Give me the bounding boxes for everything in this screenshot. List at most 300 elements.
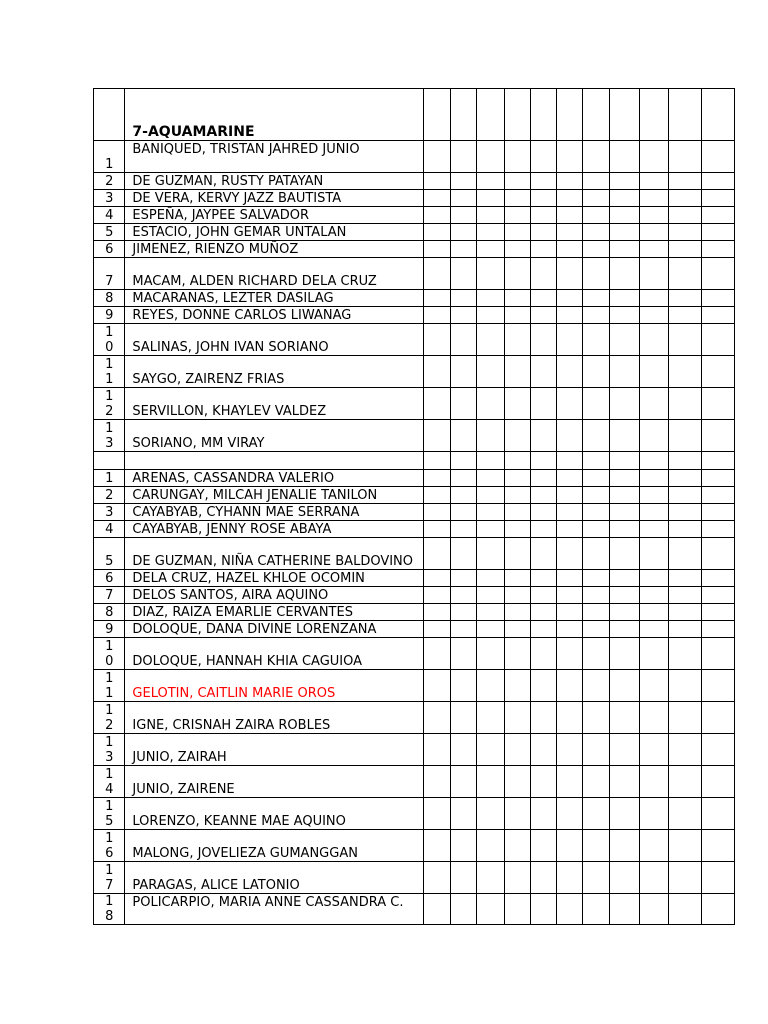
check-box-cell[interactable] <box>639 621 668 638</box>
check-box-cell[interactable] <box>504 224 530 241</box>
check-box-cell[interactable] <box>477 388 504 420</box>
check-box-cell[interactable] <box>530 324 556 356</box>
check-box-cell[interactable] <box>668 258 702 290</box>
check-box-cell[interactable] <box>423 504 450 521</box>
check-box-cell[interactable] <box>530 734 556 766</box>
check-box-cell[interactable] <box>702 290 735 307</box>
check-box-cell[interactable] <box>639 173 668 190</box>
check-box-cell[interactable] <box>530 638 556 670</box>
check-box-cell[interactable] <box>504 173 530 190</box>
check-box-cell[interactable] <box>530 798 556 830</box>
check-box-cell[interactable] <box>423 862 450 894</box>
check-box-cell[interactable] <box>477 702 504 734</box>
check-box-cell[interactable] <box>451 766 477 798</box>
check-box-cell[interactable] <box>477 258 504 290</box>
check-box-cell[interactable] <box>702 538 735 570</box>
check-box-cell[interactable] <box>423 521 450 538</box>
check-box-cell[interactable] <box>610 141 639 173</box>
check-box-cell[interactable] <box>556 241 582 258</box>
check-box-cell[interactable] <box>504 324 530 356</box>
check-box-cell[interactable] <box>610 224 639 241</box>
check-box-cell[interactable] <box>423 830 450 862</box>
check-box-cell[interactable] <box>702 587 735 604</box>
check-box-cell[interactable] <box>477 241 504 258</box>
check-box-cell[interactable] <box>423 420 450 452</box>
check-box-cell[interactable] <box>530 307 556 324</box>
check-box-cell[interactable] <box>423 538 450 570</box>
check-box-cell[interactable] <box>504 504 530 521</box>
check-box-cell[interactable] <box>702 89 735 141</box>
check-box-cell[interactable] <box>583 570 610 587</box>
check-box-cell[interactable] <box>639 420 668 452</box>
check-box-cell[interactable] <box>668 307 702 324</box>
check-box-cell[interactable] <box>504 570 530 587</box>
check-box-cell[interactable] <box>556 324 582 356</box>
check-box-cell[interactable] <box>477 173 504 190</box>
check-box-cell[interactable] <box>668 190 702 207</box>
check-box-cell[interactable] <box>423 173 450 190</box>
check-box-cell[interactable] <box>530 504 556 521</box>
check-box-cell[interactable] <box>668 734 702 766</box>
check-box-cell[interactable] <box>451 290 477 307</box>
check-box-cell[interactable] <box>504 290 530 307</box>
check-box-cell[interactable] <box>556 587 582 604</box>
check-box-cell[interactable] <box>668 538 702 570</box>
check-box-cell[interactable] <box>423 798 450 830</box>
check-box-cell[interactable] <box>668 570 702 587</box>
check-box-cell[interactable] <box>668 638 702 670</box>
check-box-cell[interactable] <box>702 570 735 587</box>
check-box-cell[interactable] <box>583 670 610 702</box>
check-box-cell[interactable] <box>668 487 702 504</box>
check-box-cell[interactable] <box>702 862 735 894</box>
check-box-cell[interactable] <box>639 290 668 307</box>
check-box-cell[interactable] <box>702 420 735 452</box>
check-box-cell[interactable] <box>668 894 702 925</box>
check-box-cell[interactable] <box>530 670 556 702</box>
check-box-cell[interactable] <box>556 621 582 638</box>
check-box-cell[interactable] <box>610 587 639 604</box>
check-box-cell[interactable] <box>668 173 702 190</box>
check-box-cell[interactable] <box>530 470 556 487</box>
check-box-cell[interactable] <box>610 862 639 894</box>
check-box-cell[interactable] <box>423 470 450 487</box>
check-box-cell[interactable] <box>423 388 450 420</box>
check-box-cell[interactable] <box>530 830 556 862</box>
check-box-cell[interactable] <box>702 324 735 356</box>
check-box-cell[interactable] <box>668 89 702 141</box>
check-box-cell[interactable] <box>556 141 582 173</box>
check-box-cell[interactable] <box>556 290 582 307</box>
check-box-cell[interactable] <box>451 862 477 894</box>
check-box-cell[interactable] <box>610 452 639 470</box>
check-box-cell[interactable] <box>583 388 610 420</box>
check-box-cell[interactable] <box>610 290 639 307</box>
check-box-cell[interactable] <box>451 207 477 224</box>
check-box-cell[interactable] <box>583 241 610 258</box>
check-box-cell[interactable] <box>504 621 530 638</box>
check-box-cell[interactable] <box>702 190 735 207</box>
check-box-cell[interactable] <box>702 521 735 538</box>
check-box-cell[interactable] <box>702 388 735 420</box>
check-box-cell[interactable] <box>702 766 735 798</box>
check-box-cell[interactable] <box>668 798 702 830</box>
check-box-cell[interactable] <box>451 702 477 734</box>
check-box-cell[interactable] <box>477 420 504 452</box>
check-box-cell[interactable] <box>477 504 504 521</box>
check-box-cell[interactable] <box>556 570 582 587</box>
check-box-cell[interactable] <box>477 638 504 670</box>
check-box-cell[interactable] <box>583 894 610 925</box>
check-box-cell[interactable] <box>530 224 556 241</box>
check-box-cell[interactable] <box>639 766 668 798</box>
check-box-cell[interactable] <box>610 470 639 487</box>
check-box-cell[interactable] <box>530 89 556 141</box>
check-box-cell[interactable] <box>583 190 610 207</box>
check-box-cell[interactable] <box>583 420 610 452</box>
check-box-cell[interactable] <box>451 638 477 670</box>
check-box-cell[interactable] <box>702 307 735 324</box>
check-box-cell[interactable] <box>668 207 702 224</box>
check-box-cell[interactable] <box>556 670 582 702</box>
check-box-cell[interactable] <box>639 734 668 766</box>
check-box-cell[interactable] <box>610 487 639 504</box>
check-box-cell[interactable] <box>504 766 530 798</box>
check-box-cell[interactable] <box>583 638 610 670</box>
check-box-cell[interactable] <box>477 521 504 538</box>
check-box-cell[interactable] <box>451 798 477 830</box>
check-box-cell[interactable] <box>477 570 504 587</box>
check-box-cell[interactable] <box>668 356 702 388</box>
check-box-cell[interactable] <box>530 894 556 925</box>
check-box-cell[interactable] <box>504 89 530 141</box>
check-box-cell[interactable] <box>530 521 556 538</box>
check-box-cell[interactable] <box>702 702 735 734</box>
check-box-cell[interactable] <box>477 538 504 570</box>
check-box-cell[interactable] <box>668 587 702 604</box>
check-box-cell[interactable] <box>451 420 477 452</box>
check-box-cell[interactable] <box>702 258 735 290</box>
check-box-cell[interactable] <box>668 830 702 862</box>
check-box-cell[interactable] <box>583 538 610 570</box>
check-box-cell[interactable] <box>556 420 582 452</box>
check-box-cell[interactable] <box>583 604 610 621</box>
check-box-cell[interactable] <box>639 241 668 258</box>
check-box-cell[interactable] <box>583 290 610 307</box>
check-box-cell[interactable] <box>639 894 668 925</box>
check-box-cell[interactable] <box>451 670 477 702</box>
check-box-cell[interactable] <box>530 173 556 190</box>
check-box-cell[interactable] <box>504 190 530 207</box>
check-box-cell[interactable] <box>668 702 702 734</box>
check-box-cell[interactable] <box>702 734 735 766</box>
check-box-cell[interactable] <box>504 798 530 830</box>
check-box-cell[interactable] <box>477 307 504 324</box>
check-box-cell[interactable] <box>556 798 582 830</box>
check-box-cell[interactable] <box>423 894 450 925</box>
check-box-cell[interactable] <box>423 766 450 798</box>
check-box-cell[interactable] <box>423 452 450 470</box>
check-box-cell[interactable] <box>423 587 450 604</box>
check-box-cell[interactable] <box>556 470 582 487</box>
check-box-cell[interactable] <box>702 241 735 258</box>
check-box-cell[interactable] <box>504 258 530 290</box>
check-box-cell[interactable] <box>530 587 556 604</box>
check-box-cell[interactable] <box>639 356 668 388</box>
check-box-cell[interactable] <box>556 173 582 190</box>
check-box-cell[interactable] <box>702 356 735 388</box>
check-box-cell[interactable] <box>702 470 735 487</box>
check-box-cell[interactable] <box>451 621 477 638</box>
check-box-cell[interactable] <box>423 702 450 734</box>
check-box-cell[interactable] <box>610 702 639 734</box>
check-box-cell[interactable] <box>583 470 610 487</box>
check-box-cell[interactable] <box>556 538 582 570</box>
check-box-cell[interactable] <box>530 258 556 290</box>
check-box-cell[interactable] <box>668 241 702 258</box>
check-box-cell[interactable] <box>639 258 668 290</box>
check-box-cell[interactable] <box>583 798 610 830</box>
check-box-cell[interactable] <box>583 356 610 388</box>
check-box-cell[interactable] <box>477 487 504 504</box>
check-box-cell[interactable] <box>504 830 530 862</box>
check-box-cell[interactable] <box>583 702 610 734</box>
check-box-cell[interactable] <box>504 420 530 452</box>
check-box-cell[interactable] <box>451 504 477 521</box>
check-box-cell[interactable] <box>702 604 735 621</box>
check-box-cell[interactable] <box>530 604 556 621</box>
check-box-cell[interactable] <box>583 521 610 538</box>
check-box-cell[interactable] <box>639 587 668 604</box>
check-box-cell[interactable] <box>504 587 530 604</box>
check-box-cell[interactable] <box>556 258 582 290</box>
check-box-cell[interactable] <box>477 89 504 141</box>
check-box-cell[interactable] <box>423 487 450 504</box>
check-box-cell[interactable] <box>530 621 556 638</box>
check-box-cell[interactable] <box>639 570 668 587</box>
check-box-cell[interactable] <box>530 190 556 207</box>
check-box-cell[interactable] <box>451 388 477 420</box>
check-box-cell[interactable] <box>477 766 504 798</box>
check-box-cell[interactable] <box>423 224 450 241</box>
check-box-cell[interactable] <box>639 521 668 538</box>
check-box-cell[interactable] <box>423 141 450 173</box>
check-box-cell[interactable] <box>668 604 702 621</box>
check-box-cell[interactable] <box>530 766 556 798</box>
check-box-cell[interactable] <box>423 621 450 638</box>
check-box-cell[interactable] <box>639 830 668 862</box>
check-box-cell[interactable] <box>702 452 735 470</box>
check-box-cell[interactable] <box>423 324 450 356</box>
check-box-cell[interactable] <box>451 356 477 388</box>
check-box-cell[interactable] <box>610 638 639 670</box>
check-box-cell[interactable] <box>610 538 639 570</box>
check-box-cell[interactable] <box>583 487 610 504</box>
check-box-cell[interactable] <box>639 141 668 173</box>
check-box-cell[interactable] <box>583 504 610 521</box>
check-box-cell[interactable] <box>423 638 450 670</box>
check-box-cell[interactable] <box>451 487 477 504</box>
check-box-cell[interactable] <box>702 207 735 224</box>
check-box-cell[interactable] <box>530 420 556 452</box>
check-box-cell[interactable] <box>451 307 477 324</box>
check-box-cell[interactable] <box>610 766 639 798</box>
check-box-cell[interactable] <box>530 702 556 734</box>
check-box-cell[interactable] <box>451 141 477 173</box>
check-box-cell[interactable] <box>610 356 639 388</box>
check-box-cell[interactable] <box>530 356 556 388</box>
check-box-cell[interactable] <box>610 307 639 324</box>
check-box-cell[interactable] <box>504 388 530 420</box>
check-box-cell[interactable] <box>556 734 582 766</box>
check-box-cell[interactable] <box>477 470 504 487</box>
check-box-cell[interactable] <box>639 638 668 670</box>
check-box-cell[interactable] <box>610 207 639 224</box>
check-box-cell[interactable] <box>451 604 477 621</box>
check-box-cell[interactable] <box>556 487 582 504</box>
check-box-cell[interactable] <box>610 798 639 830</box>
check-box-cell[interactable] <box>423 190 450 207</box>
check-box-cell[interactable] <box>530 452 556 470</box>
check-box-cell[interactable] <box>583 307 610 324</box>
check-box-cell[interactable] <box>423 356 450 388</box>
check-box-cell[interactable] <box>610 894 639 925</box>
check-box-cell[interactable] <box>556 207 582 224</box>
check-box-cell[interactable] <box>610 734 639 766</box>
check-box-cell[interactable] <box>668 324 702 356</box>
check-box-cell[interactable] <box>556 521 582 538</box>
check-box-cell[interactable] <box>423 307 450 324</box>
check-box-cell[interactable] <box>668 766 702 798</box>
check-box-cell[interactable] <box>610 521 639 538</box>
check-box-cell[interactable] <box>610 604 639 621</box>
check-box-cell[interactable] <box>451 538 477 570</box>
check-box-cell[interactable] <box>504 207 530 224</box>
check-box-cell[interactable] <box>610 241 639 258</box>
check-box-cell[interactable] <box>556 307 582 324</box>
check-box-cell[interactable] <box>504 734 530 766</box>
check-box-cell[interactable] <box>610 388 639 420</box>
check-box-cell[interactable] <box>639 702 668 734</box>
check-box-cell[interactable] <box>556 89 582 141</box>
check-box-cell[interactable] <box>702 894 735 925</box>
check-box-cell[interactable] <box>504 894 530 925</box>
check-box-cell[interactable] <box>556 452 582 470</box>
check-box-cell[interactable] <box>504 241 530 258</box>
check-box-cell[interactable] <box>610 670 639 702</box>
check-box-cell[interactable] <box>477 830 504 862</box>
check-box-cell[interactable] <box>702 670 735 702</box>
check-box-cell[interactable] <box>668 290 702 307</box>
check-box-cell[interactable] <box>504 604 530 621</box>
check-box-cell[interactable] <box>451 894 477 925</box>
check-box-cell[interactable] <box>639 670 668 702</box>
check-box-cell[interactable] <box>583 621 610 638</box>
check-box-cell[interactable] <box>477 604 504 621</box>
check-box-cell[interactable] <box>477 670 504 702</box>
check-box-cell[interactable] <box>504 470 530 487</box>
check-box-cell[interactable] <box>583 324 610 356</box>
check-box-cell[interactable] <box>639 504 668 521</box>
check-box-cell[interactable] <box>504 670 530 702</box>
check-box-cell[interactable] <box>530 487 556 504</box>
check-box-cell[interactable] <box>423 258 450 290</box>
check-box-cell[interactable] <box>639 207 668 224</box>
check-box-cell[interactable] <box>610 324 639 356</box>
check-box-cell[interactable] <box>477 862 504 894</box>
check-box-cell[interactable] <box>451 587 477 604</box>
check-box-cell[interactable] <box>556 830 582 862</box>
check-box-cell[interactable] <box>556 356 582 388</box>
check-box-cell[interactable] <box>504 487 530 504</box>
check-box-cell[interactable] <box>504 356 530 388</box>
check-box-cell[interactable] <box>477 141 504 173</box>
check-box-cell[interactable] <box>702 173 735 190</box>
check-box-cell[interactable] <box>423 290 450 307</box>
check-box-cell[interactable] <box>610 621 639 638</box>
check-box-cell[interactable] <box>639 324 668 356</box>
check-box-cell[interactable] <box>639 452 668 470</box>
check-box-cell[interactable] <box>556 388 582 420</box>
check-box-cell[interactable] <box>583 141 610 173</box>
check-box-cell[interactable] <box>668 862 702 894</box>
check-box-cell[interactable] <box>477 290 504 307</box>
check-box-cell[interactable] <box>530 538 556 570</box>
check-box-cell[interactable] <box>610 173 639 190</box>
check-box-cell[interactable] <box>639 307 668 324</box>
check-box-cell[interactable] <box>583 830 610 862</box>
check-box-cell[interactable] <box>423 89 450 141</box>
check-box-cell[interactable] <box>530 141 556 173</box>
check-box-cell[interactable] <box>668 470 702 487</box>
check-box-cell[interactable] <box>702 504 735 521</box>
check-box-cell[interactable] <box>583 766 610 798</box>
check-box-cell[interactable] <box>504 638 530 670</box>
check-box-cell[interactable] <box>702 141 735 173</box>
check-box-cell[interactable] <box>610 190 639 207</box>
check-box-cell[interactable] <box>583 452 610 470</box>
check-box-cell[interactable] <box>702 224 735 241</box>
check-box-cell[interactable] <box>477 894 504 925</box>
check-box-cell[interactable] <box>477 207 504 224</box>
check-box-cell[interactable] <box>451 224 477 241</box>
check-box-cell[interactable] <box>451 241 477 258</box>
check-box-cell[interactable] <box>583 258 610 290</box>
check-box-cell[interactable] <box>556 604 582 621</box>
check-box-cell[interactable] <box>423 604 450 621</box>
check-box-cell[interactable] <box>451 570 477 587</box>
check-box-cell[interactable] <box>583 862 610 894</box>
check-box-cell[interactable] <box>556 894 582 925</box>
check-box-cell[interactable] <box>610 504 639 521</box>
check-box-cell[interactable] <box>530 290 556 307</box>
check-box-cell[interactable] <box>639 224 668 241</box>
check-box-cell[interactable] <box>477 224 504 241</box>
check-box-cell[interactable] <box>702 621 735 638</box>
check-box-cell[interactable] <box>639 190 668 207</box>
check-box-cell[interactable] <box>583 224 610 241</box>
check-box-cell[interactable] <box>702 487 735 504</box>
check-box-cell[interactable] <box>668 388 702 420</box>
check-box-cell[interactable] <box>477 356 504 388</box>
check-box-cell[interactable] <box>556 224 582 241</box>
check-box-cell[interactable] <box>639 487 668 504</box>
check-box-cell[interactable] <box>610 420 639 452</box>
check-box-cell[interactable] <box>423 734 450 766</box>
check-box-cell[interactable] <box>639 862 668 894</box>
check-box-cell[interactable] <box>702 830 735 862</box>
check-box-cell[interactable] <box>451 830 477 862</box>
